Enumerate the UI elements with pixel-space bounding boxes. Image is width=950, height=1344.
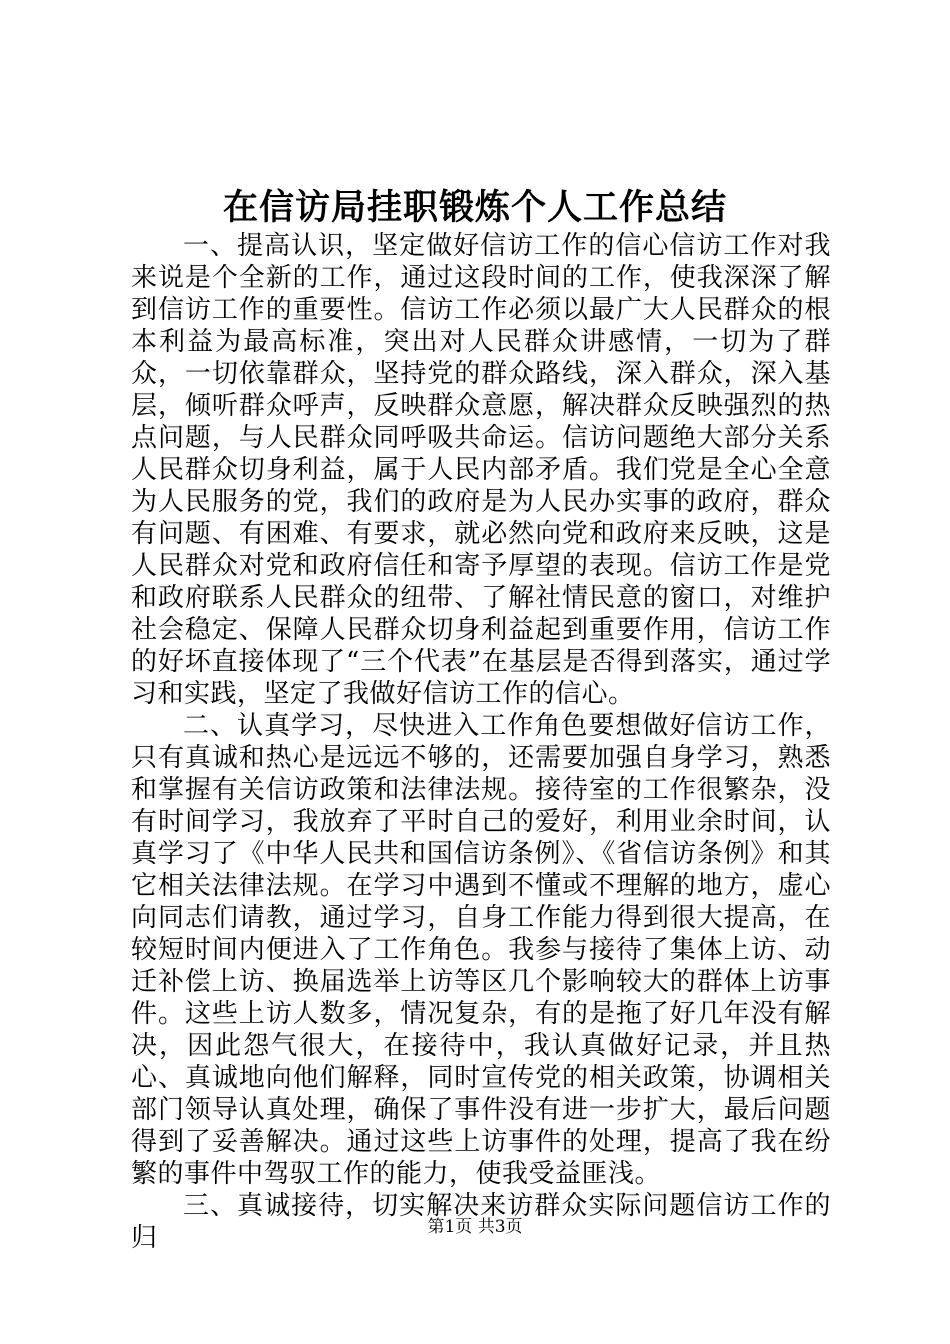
paragraph-2: 二、认真学习，尽快进入工作角色要想做好信访工作，只有真诚和热心是远远不够的，还需要加强自身学习，熟悉和掌握有关信访政策和法律法规。接待室的工作很繁杂，没有时间学习，我放弃了平时自己的爱好，利用业余时间，认真学习了《中华人民共和国信访条例》、《省信访条例》和其它相关法律法规。在学习中遇到不懂或不理解的地方，虚心向同志们请教，通过学习，自身工作能力得到很大提高，在较短时间内便进入了工作角色。我参与接待了集体上访、动迁补偿上访、换届选举上访等区几个影响较大的群体上访事件。这些上访人数多，情况复杂，有的是拖了好几年没有解决，因此怨气很大，在接待中，我认真做好记录，并且热心、真诚地向他们解释，同时宣传党的相关政策，协调相关部门领导认真处理，确保了事件没有进一步扩大，最后问题得到了妥善解决。通过这些上访事件的处理，提高了我在纷繁的事件中驾驭工作的能力，使我受益匪浅。: [131, 711, 831, 1189]
paragraph-3: 三、真诚接待，切实解决来访群众实际问题信访工作的归: [131, 1191, 831, 1253]
page-number-footer: 第1页 共3页: [427, 1217, 523, 1237]
document-title: 在信访局挂职锻炼个人工作总结: [222, 187, 727, 228]
paragraph-1: 一、提高认识，坚定做好信访工作的信心信访工作对我来说是个全新的工作，通过这段时间的工作，使我深深了解到信访工作的重要性。信访工作必须以最广大人民群众的根本利益为最高标准，突出对人民群众讲感情，一切为了群众，一切依靠群众，坚持党的群众路线，深入群众，深入基层，倾听群众呼声，反映群众意愿，解决群众反映强烈的热点问题，与人民群众同呼吸共命运。信访问题绝大部分关系人民群众切身利益，属于人民内部矛盾。我们党是全心全意为人民服务的党，我们的政府是为人民办实事的政府，群众有问题、有困难、有要求，就必然向党和政府来反映，这是人民群众对党和政府信任和寄予厚望的表现。信访工作是党和政府联系人民群众的纽带、了解社情民意的窗口，对维护社会稳定、保障人民群众切身利益起到重要作用，信访工作的好坏直接体现了“三个代表”在基层是否得到落实，通过学习和实践，坚定了我做好信访工作的信心。: [131, 231, 831, 709]
document-body: [131, 230, 831, 1254]
